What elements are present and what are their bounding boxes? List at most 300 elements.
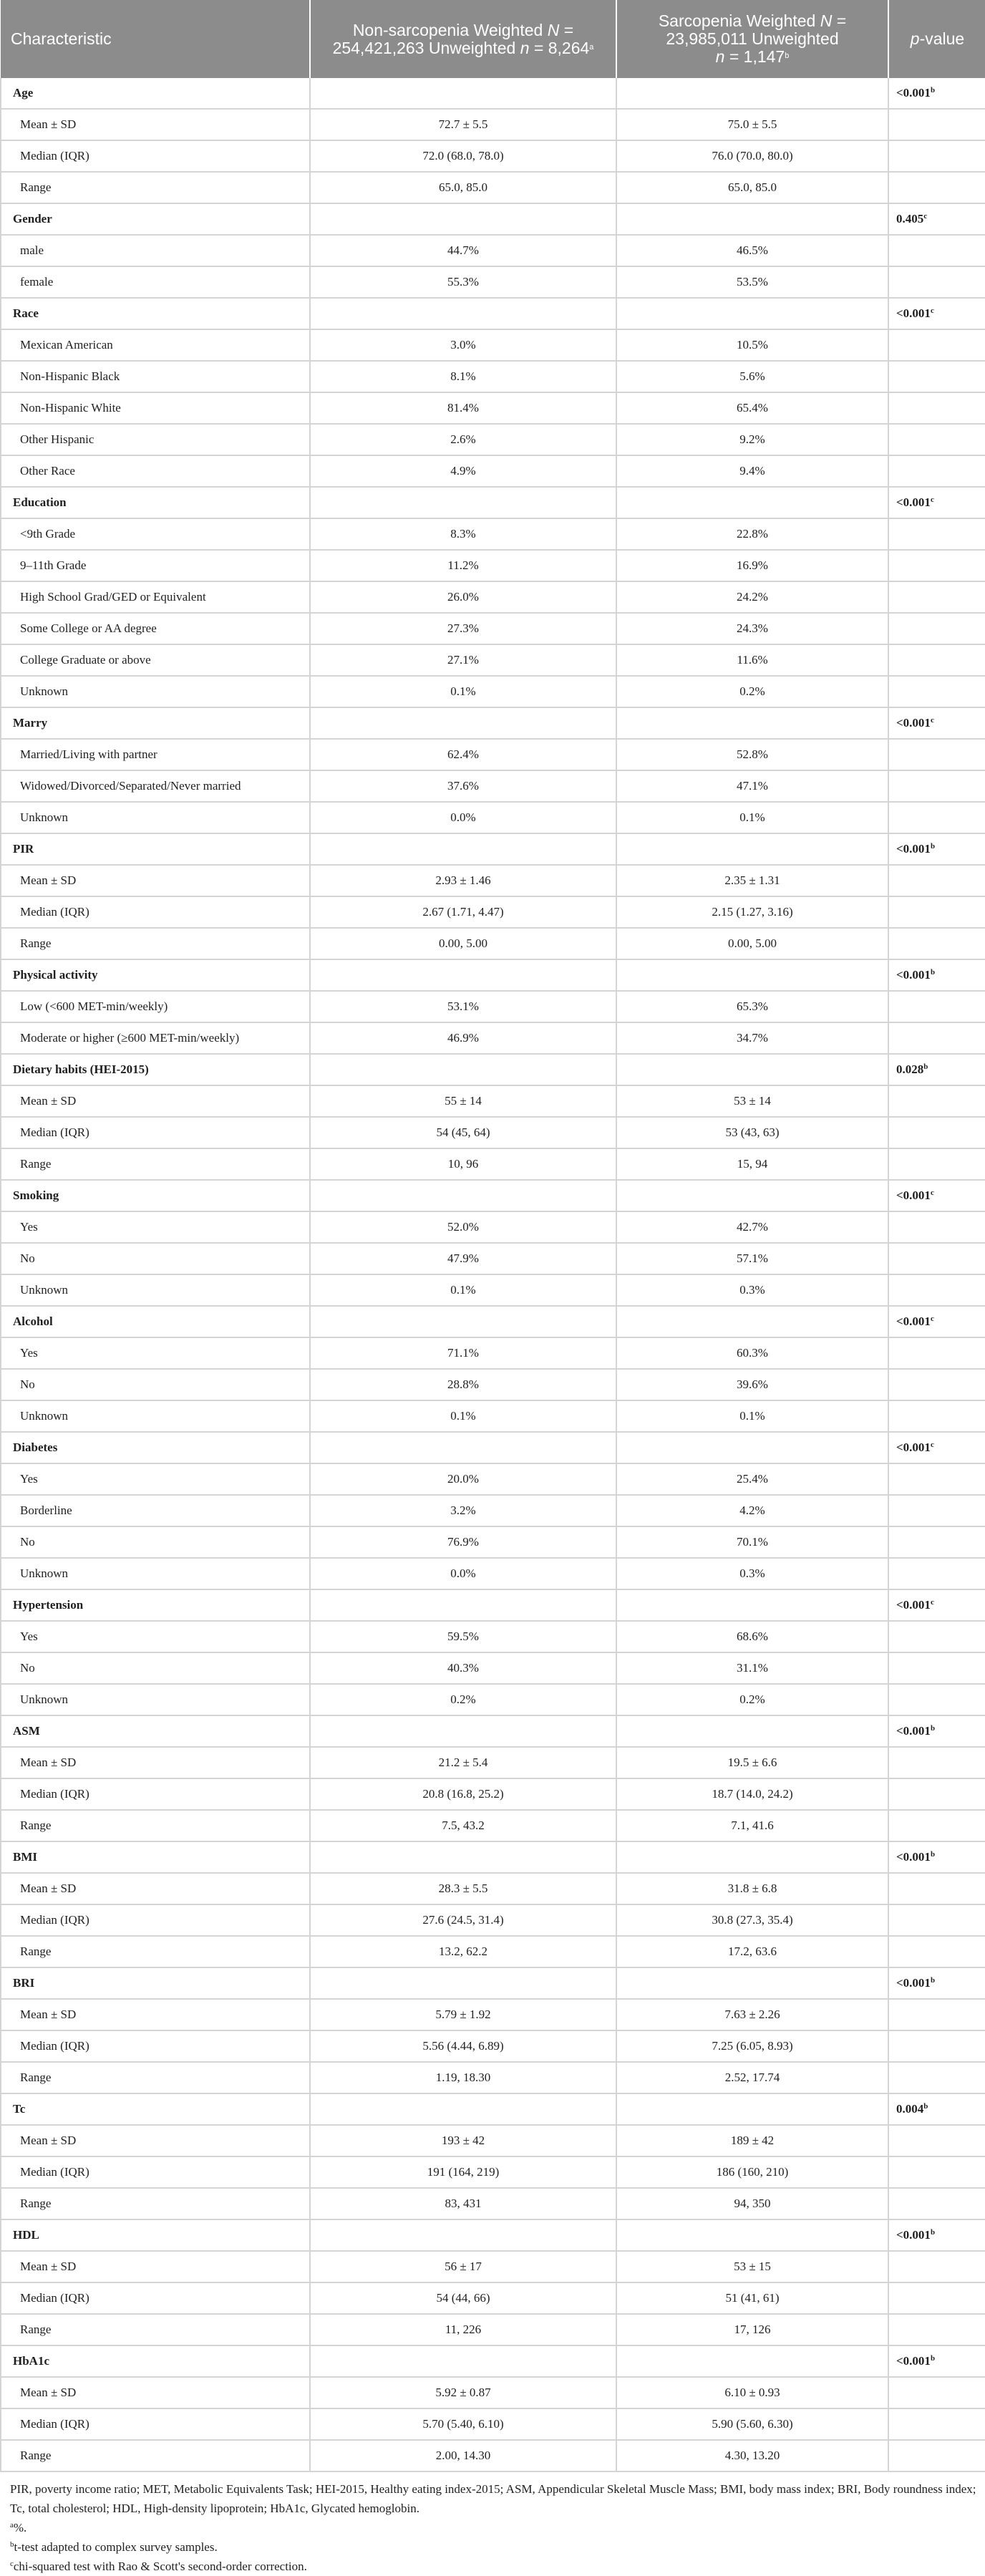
category-label: Alcohol (1, 1306, 310, 1337)
sarcopenia-value: 4.30, 13.20 (616, 2440, 888, 2471)
sarcopenia-value (616, 1054, 888, 1085)
table-row (1, 991, 985, 1022)
characteristic-label: Range (1, 2440, 310, 2471)
p-value-footnote-mark: b (930, 1976, 936, 1985)
p-value-cell (888, 1904, 985, 1936)
category-row (1, 78, 985, 109)
p-value-cell (888, 203, 985, 235)
table-row (1, 2030, 985, 2062)
p-value: 0.028 (896, 1062, 924, 1076)
sarcopenia-value: 19.5 ± 6.6 (616, 1747, 888, 1778)
characteristic-label: Unknown (1, 1400, 310, 1432)
table-row (1, 1274, 985, 1306)
sarcopenia-value: 7.1, 41.6 (616, 1810, 888, 1841)
characteristic-label: Unknown (1, 676, 310, 707)
table-row (1, 1936, 985, 1967)
header-characteristic: Characteristic (1, 0, 310, 78)
table-row (1, 455, 985, 487)
p-value-cell (888, 1621, 985, 1652)
non-sarcopenia-value: 5.92 ± 0.87 (310, 2377, 616, 2408)
category-row (1, 1306, 985, 1337)
table-row (1, 865, 985, 896)
characteristic-label: Range (1, 928, 310, 959)
non-sarcopenia-value: 54 (45, 64) (310, 1117, 616, 1148)
sarcopenia-value (616, 298, 888, 329)
p-value-cell (888, 1306, 985, 1337)
p-value-cell (888, 1022, 985, 1054)
p-value-footnote-mark: c (930, 495, 934, 504)
table-row (1, 676, 985, 707)
sarcopenia-value: 189 ± 42 (616, 2125, 888, 2156)
sarcopenia-value: 0.1% (616, 1400, 888, 1432)
p-value: <0.001 (896, 1850, 931, 1864)
sarcopenia-value: 34.7% (616, 1022, 888, 1054)
p-value-cell (888, 2408, 985, 2440)
p-value-cell (888, 518, 985, 550)
characteristic-label: Non-Hispanic White (1, 392, 310, 424)
p-value-cell (888, 1054, 985, 1085)
table-row (1, 424, 985, 455)
sarcopenia-value: 0.00, 5.00 (616, 928, 888, 959)
p-value-footnote-mark: c (930, 306, 934, 315)
non-sarcopenia-value: 26.0% (310, 581, 616, 613)
non-sarcopenia-value: 5.70 (5.40, 6.10) (310, 2408, 616, 2440)
sarcopenia-value: 53.5% (616, 266, 888, 298)
category-label: Gender (1, 203, 310, 235)
characteristic-label: Widowed/Divorced/Separated/Never married (1, 770, 310, 802)
footnote-abbreviations: PIR, poverty income ratio; MET, Metabolic Equivalents Task; HEI-2015, Healthy eating index-2015; ASM, Appendicular Skeletal Muscle Mass; BMI, body mass index; BRI, Body roundness index; Tc, total cholesterol; HDL, High-density lipoprotein; HbA1c, Glycated hemoglobin. (10, 2482, 976, 2515)
p-value-cell (888, 1337, 985, 1369)
characteristic-label: Mean ± SD (1, 1747, 310, 1778)
p-value: <0.001 (896, 1440, 931, 1454)
table-row (1, 1621, 985, 1652)
p-value-cell (888, 2377, 985, 2408)
table-row (1, 1904, 985, 1936)
table-row (1, 770, 985, 802)
sarcopenia-value: 31.1% (616, 1652, 888, 1684)
p-value-footnote-mark: c (930, 1598, 934, 1607)
non-sarcopenia-value (310, 1054, 616, 1085)
sarcopenia-value: 24.3% (616, 613, 888, 644)
characteristic-label: Range (1, 2314, 310, 2345)
header-p-value: p-value (888, 0, 985, 78)
p-value: <0.001 (896, 1598, 931, 1612)
table-row (1, 1747, 985, 1778)
characteristic-label: Non-Hispanic Black (1, 361, 310, 392)
category-row (1, 1967, 985, 1999)
category-label: Education (1, 487, 310, 518)
category-row (1, 203, 985, 235)
p-value: <0.001 (896, 1724, 931, 1738)
p-value-cell (888, 991, 985, 1022)
sarcopenia-value (616, 959, 888, 991)
non-sarcopenia-value (310, 1432, 616, 1463)
sarcopenia-value (616, 707, 888, 739)
p-value: <0.001 (896, 2228, 931, 2242)
table-row (1, 1337, 985, 1369)
non-sarcopenia-value: 72.0 (68.0, 78.0) (310, 140, 616, 172)
non-sarcopenia-value: 2.93 ± 1.46 (310, 865, 616, 896)
p-value: <0.001 (896, 86, 931, 100)
characteristic-label: Median (IQR) (1, 2282, 310, 2314)
p-value-cell (888, 1148, 985, 1180)
table-row (1, 361, 985, 392)
table-row (1, 1400, 985, 1432)
table-row (1, 644, 985, 676)
p-value-cell (888, 392, 985, 424)
sarcopenia-value: 51 (41, 61) (616, 2282, 888, 2314)
category-row (1, 833, 985, 865)
p-value-footnote-mark: c (930, 1188, 934, 1197)
table-row (1, 1211, 985, 1243)
non-sarcopenia-value: 76.9% (310, 1526, 616, 1558)
p-value-cell (888, 78, 985, 109)
non-sarcopenia-value: 13.2, 62.2 (310, 1936, 616, 1967)
table-row (1, 928, 985, 959)
sarcopenia-value (616, 1180, 888, 1211)
table-row (1, 1558, 985, 1589)
characteristic-label: Other Race (1, 455, 310, 487)
sarcopenia-value: 68.6% (616, 1621, 888, 1652)
sarcopenia-value: 15, 94 (616, 1148, 888, 1180)
footnote-c: $^c$chi-squared test with Rao & Scott's second-order correction. (10, 2560, 307, 2573)
p-value-cell (888, 928, 985, 959)
category-label: PIR (1, 833, 310, 865)
category-label: Tc (1, 2093, 310, 2125)
sarcopenia-value (616, 1715, 888, 1747)
sarcopenia-value: 2.15 (1.27, 3.16) (616, 896, 888, 928)
p-value-footnote-mark: b (930, 1850, 936, 1859)
non-sarcopenia-value: 4.9% (310, 455, 616, 487)
category-label: Dietary habits (HEI-2015) (1, 1054, 310, 1085)
non-sarcopenia-value (310, 707, 616, 739)
table-row (1, 2251, 985, 2282)
sarcopenia-value: 39.6% (616, 1369, 888, 1400)
sarcopenia-value: 42.7% (616, 1211, 888, 1243)
p-value-cell (888, 1211, 985, 1243)
p-value-footnote-mark: b (930, 842, 936, 851)
p-value: <0.001 (896, 842, 931, 856)
non-sarcopenia-value: 2.00, 14.30 (310, 2440, 616, 2471)
table-row (1, 2062, 985, 2093)
table-row (1, 1369, 985, 1400)
sarcopenia-value: 60.3% (616, 1337, 888, 1369)
p-value-cell (888, 550, 985, 581)
p-value-cell (888, 1715, 985, 1747)
table-row (1, 1495, 985, 1526)
sarcopenia-value: 2.35 ± 1.31 (616, 865, 888, 896)
table-row (1, 1999, 985, 2030)
category-row (1, 2345, 985, 2377)
p-value-cell (888, 2030, 985, 2062)
p-value-cell (888, 1400, 985, 1432)
p-value-cell (888, 2440, 985, 2471)
characteristic-label: Mean ± SD (1, 2377, 310, 2408)
non-sarcopenia-value (310, 833, 616, 865)
sarcopenia-value: 2.52, 17.74 (616, 2062, 888, 2093)
non-sarcopenia-value: 2.67 (1.71, 4.47) (310, 896, 616, 928)
p-value-cell (888, 1684, 985, 1715)
characteristic-label: Range (1, 172, 310, 203)
sarcopenia-value: 0.1% (616, 802, 888, 833)
non-sarcopenia-value: 0.1% (310, 1274, 616, 1306)
non-sarcopenia-value: 72.7 ± 5.5 (310, 109, 616, 140)
characteristic-label: Unknown (1, 1684, 310, 1715)
characteristic-label: Mean ± SD (1, 2251, 310, 2282)
non-sarcopenia-value: 1.19, 18.30 (310, 2062, 616, 2093)
p-value-cell (888, 959, 985, 991)
p-value-cell (888, 644, 985, 676)
p-value-cell (888, 581, 985, 613)
characteristic-label: Low (<600 MET-min/weekly) (1, 991, 310, 1022)
p-value: <0.001 (896, 495, 931, 509)
sarcopenia-value: 25.4% (616, 1463, 888, 1495)
non-sarcopenia-value: 191 (164, 219) (310, 2156, 616, 2188)
category-row (1, 487, 985, 518)
non-sarcopenia-value (310, 78, 616, 109)
p-value-cell (888, 1999, 985, 2030)
non-sarcopenia-value: 2.6% (310, 424, 616, 455)
p-value-cell (888, 361, 985, 392)
non-sarcopenia-value: 46.9% (310, 1022, 616, 1054)
characteristic-label: Mean ± SD (1, 865, 310, 896)
non-sarcopenia-value: 193 ± 42 (310, 2125, 616, 2156)
sarcopenia-value: 0.3% (616, 1558, 888, 1589)
non-sarcopenia-value: 0.0% (310, 802, 616, 833)
characteristic-label: High School Grad/GED or Equivalent (1, 581, 310, 613)
characteristic-label: Median (IQR) (1, 140, 310, 172)
characteristic-label: Borderline (1, 1495, 310, 1526)
p-value-cell (888, 2093, 985, 2125)
non-sarcopenia-value: 62.4% (310, 739, 616, 770)
characteristic-label: Mean ± SD (1, 1873, 310, 1904)
sarcopenia-value: 47.1% (616, 770, 888, 802)
sarcopenia-value (616, 1432, 888, 1463)
p-value: 0.004 (896, 2102, 924, 2116)
sarcopenia-value (616, 487, 888, 518)
p-value-footnote-mark: b (930, 968, 936, 977)
characteristic-label: Moderate or higher (≥600 MET-min/weekly) (1, 1022, 310, 1054)
non-sarcopenia-value: 53.1% (310, 991, 616, 1022)
table-row (1, 2408, 985, 2440)
characteristic-label: No (1, 1243, 310, 1274)
non-sarcopenia-value: 55.3% (310, 266, 616, 298)
characteristic-label: Unknown (1, 802, 310, 833)
table-row (1, 1873, 985, 1904)
table-row (1, 1243, 985, 1274)
p-value-cell (888, 865, 985, 896)
non-sarcopenia-value (310, 2093, 616, 2125)
category-label: HDL (1, 2219, 310, 2251)
p-value-footnote-mark: b (923, 1062, 928, 1071)
non-sarcopenia-value: 0.2% (310, 1684, 616, 1715)
non-sarcopenia-value (310, 1967, 616, 1999)
non-sarcopenia-value: 21.2 ± 5.4 (310, 1747, 616, 1778)
category-label: Smoking (1, 1180, 310, 1211)
non-sarcopenia-value: 55 ± 14 (310, 1085, 616, 1117)
non-sarcopenia-value: 65.0, 85.0 (310, 172, 616, 203)
sarcopenia-value (616, 2219, 888, 2251)
non-sarcopenia-value (310, 1841, 616, 1873)
p-value-cell (888, 2345, 985, 2377)
characteristic-label: Yes (1, 1463, 310, 1495)
p-value-cell (888, 2219, 985, 2251)
table-row (1, 1117, 985, 1148)
table-row (1, 140, 985, 172)
p-value-cell (888, 1432, 985, 1463)
p-value-cell (888, 1778, 985, 1810)
sarcopenia-value: 6.10 ± 0.93 (616, 2377, 888, 2408)
characteristic-label: 9–11th Grade (1, 550, 310, 581)
table-row (1, 2282, 985, 2314)
characteristic-label: Mean ± SD (1, 2125, 310, 2156)
p-value-footnote-mark: b (930, 2228, 936, 2237)
non-sarcopenia-value: 27.3% (310, 613, 616, 644)
p-value-cell (888, 770, 985, 802)
p-value-cell (888, 2125, 985, 2156)
p-value-footnote-mark: b (930, 86, 936, 95)
p-value-cell (888, 487, 985, 518)
p-value-cell (888, 1558, 985, 1589)
sarcopenia-value (616, 2345, 888, 2377)
sarcopenia-value: 9.2% (616, 424, 888, 455)
non-sarcopenia-value: 44.7% (310, 235, 616, 266)
p-value-cell (888, 802, 985, 833)
non-sarcopenia-value: 11, 226 (310, 2314, 616, 2345)
p-value-cell (888, 2188, 985, 2219)
p-value-cell (888, 329, 985, 361)
p-value-footnote-mark: b (923, 2102, 928, 2111)
sarcopenia-value: 0.2% (616, 1684, 888, 1715)
p-value-cell (888, 676, 985, 707)
non-sarcopenia-value: 8.3% (310, 518, 616, 550)
p-value-cell (888, 2251, 985, 2282)
p-value-cell (888, 455, 985, 487)
p-value-cell (888, 2314, 985, 2345)
non-sarcopenia-value: 59.5% (310, 1621, 616, 1652)
non-sarcopenia-value: 83, 431 (310, 2188, 616, 2219)
characteristic-label: Median (IQR) (1, 2030, 310, 2062)
p-value-cell (888, 1747, 985, 1778)
category-label: Race (1, 298, 310, 329)
sarcopenia-value: 0.3% (616, 1274, 888, 1306)
non-sarcopenia-value: 71.1% (310, 1337, 616, 1369)
non-sarcopenia-value: 56 ± 17 (310, 2251, 616, 2282)
table-row (1, 2314, 985, 2345)
non-sarcopenia-value (310, 1306, 616, 1337)
category-label: BMI (1, 1841, 310, 1873)
table-row (1, 550, 985, 581)
characteristic-label: Unknown (1, 1274, 310, 1306)
sarcopenia-value: 4.2% (616, 1495, 888, 1526)
non-sarcopenia-value (310, 203, 616, 235)
sarcopenia-value (616, 1841, 888, 1873)
table-row (1, 1778, 985, 1810)
non-sarcopenia-value: 10, 96 (310, 1148, 616, 1180)
non-sarcopenia-value: 0.0% (310, 1558, 616, 1589)
table-row (1, 1085, 985, 1117)
characteristic-label: No (1, 1526, 310, 1558)
p-value-cell (888, 613, 985, 644)
table-row (1, 172, 985, 203)
table-row (1, 2377, 985, 2408)
sarcopenia-value: 18.7 (14.0, 24.2) (616, 1778, 888, 1810)
table-row (1, 2440, 985, 2471)
characteristic-label: Yes (1, 1211, 310, 1243)
table-row (1, 1684, 985, 1715)
p-value: 0.405 (896, 212, 924, 226)
non-sarcopenia-value: 0.00, 5.00 (310, 928, 616, 959)
p-value-cell (888, 1274, 985, 1306)
p-value-cell (888, 1936, 985, 1967)
sarcopenia-value: 65.4% (616, 392, 888, 424)
non-sarcopenia-value: 5.56 (4.44, 6.89) (310, 2030, 616, 2062)
non-sarcopenia-value: 81.4% (310, 392, 616, 424)
characteristic-label: <9th Grade (1, 518, 310, 550)
p-value-footnote-mark: c (930, 1440, 934, 1449)
sarcopenia-value: 5.6% (616, 361, 888, 392)
characteristic-label: Median (IQR) (1, 1904, 310, 1936)
sarcopenia-value: 65.3% (616, 991, 888, 1022)
p-value-cell (888, 2156, 985, 2188)
non-sarcopenia-value: 27.6 (24.5, 31.4) (310, 1904, 616, 1936)
sarcopenia-value: 94, 350 (616, 2188, 888, 2219)
non-sarcopenia-value: 28.3 ± 5.5 (310, 1873, 616, 1904)
non-sarcopenia-value: 52.0% (310, 1211, 616, 1243)
p-value: <0.001 (896, 1314, 931, 1328)
non-sarcopenia-value: 28.8% (310, 1369, 616, 1400)
p-value-cell (888, 1841, 985, 1873)
sarcopenia-value: 10.5% (616, 329, 888, 361)
characteristic-label: Other Hispanic (1, 424, 310, 455)
sarcopenia-value: 76.0 (70.0, 80.0) (616, 140, 888, 172)
p-value: <0.001 (896, 968, 931, 982)
characteristic-label: Range (1, 1936, 310, 1967)
sarcopenia-value: 53 ± 15 (616, 2251, 888, 2282)
sarcopenia-value: 5.90 (5.60, 6.30) (616, 2408, 888, 2440)
non-sarcopenia-value: 3.0% (310, 329, 616, 361)
sarcopenia-value (616, 1589, 888, 1621)
p-value-cell (888, 1526, 985, 1558)
characteristic-label: Yes (1, 1337, 310, 1369)
p-value-cell (888, 896, 985, 928)
sarcopenia-value (616, 833, 888, 865)
table-row (1, 739, 985, 770)
non-sarcopenia-value: 37.6% (310, 770, 616, 802)
characteristic-label: Mean ± SD (1, 1085, 310, 1117)
table-row (1, 1652, 985, 1684)
p-value-footnote-mark: c (930, 1314, 934, 1323)
characteristic-label: female (1, 266, 310, 298)
category-row (1, 1432, 985, 1463)
sarcopenia-value (616, 203, 888, 235)
p-value-cell (888, 1243, 985, 1274)
sarcopenia-value: 46.5% (616, 235, 888, 266)
category-label: HbA1c (1, 2345, 310, 2377)
category-row (1, 2219, 985, 2251)
p-value-cell (888, 266, 985, 298)
table-row (1, 896, 985, 928)
characteristic-label: No (1, 1369, 310, 1400)
p-value-cell (888, 1117, 985, 1148)
sarcopenia-value: 11.6% (616, 644, 888, 676)
sarcopenia-value: 53 ± 14 (616, 1085, 888, 1117)
table-row (1, 109, 985, 140)
characteristic-label: Mean ± SD (1, 1999, 310, 2030)
table-footnotes (0, 2472, 985, 2576)
category-row (1, 707, 985, 739)
characteristic-label: Median (IQR) (1, 1778, 310, 1810)
